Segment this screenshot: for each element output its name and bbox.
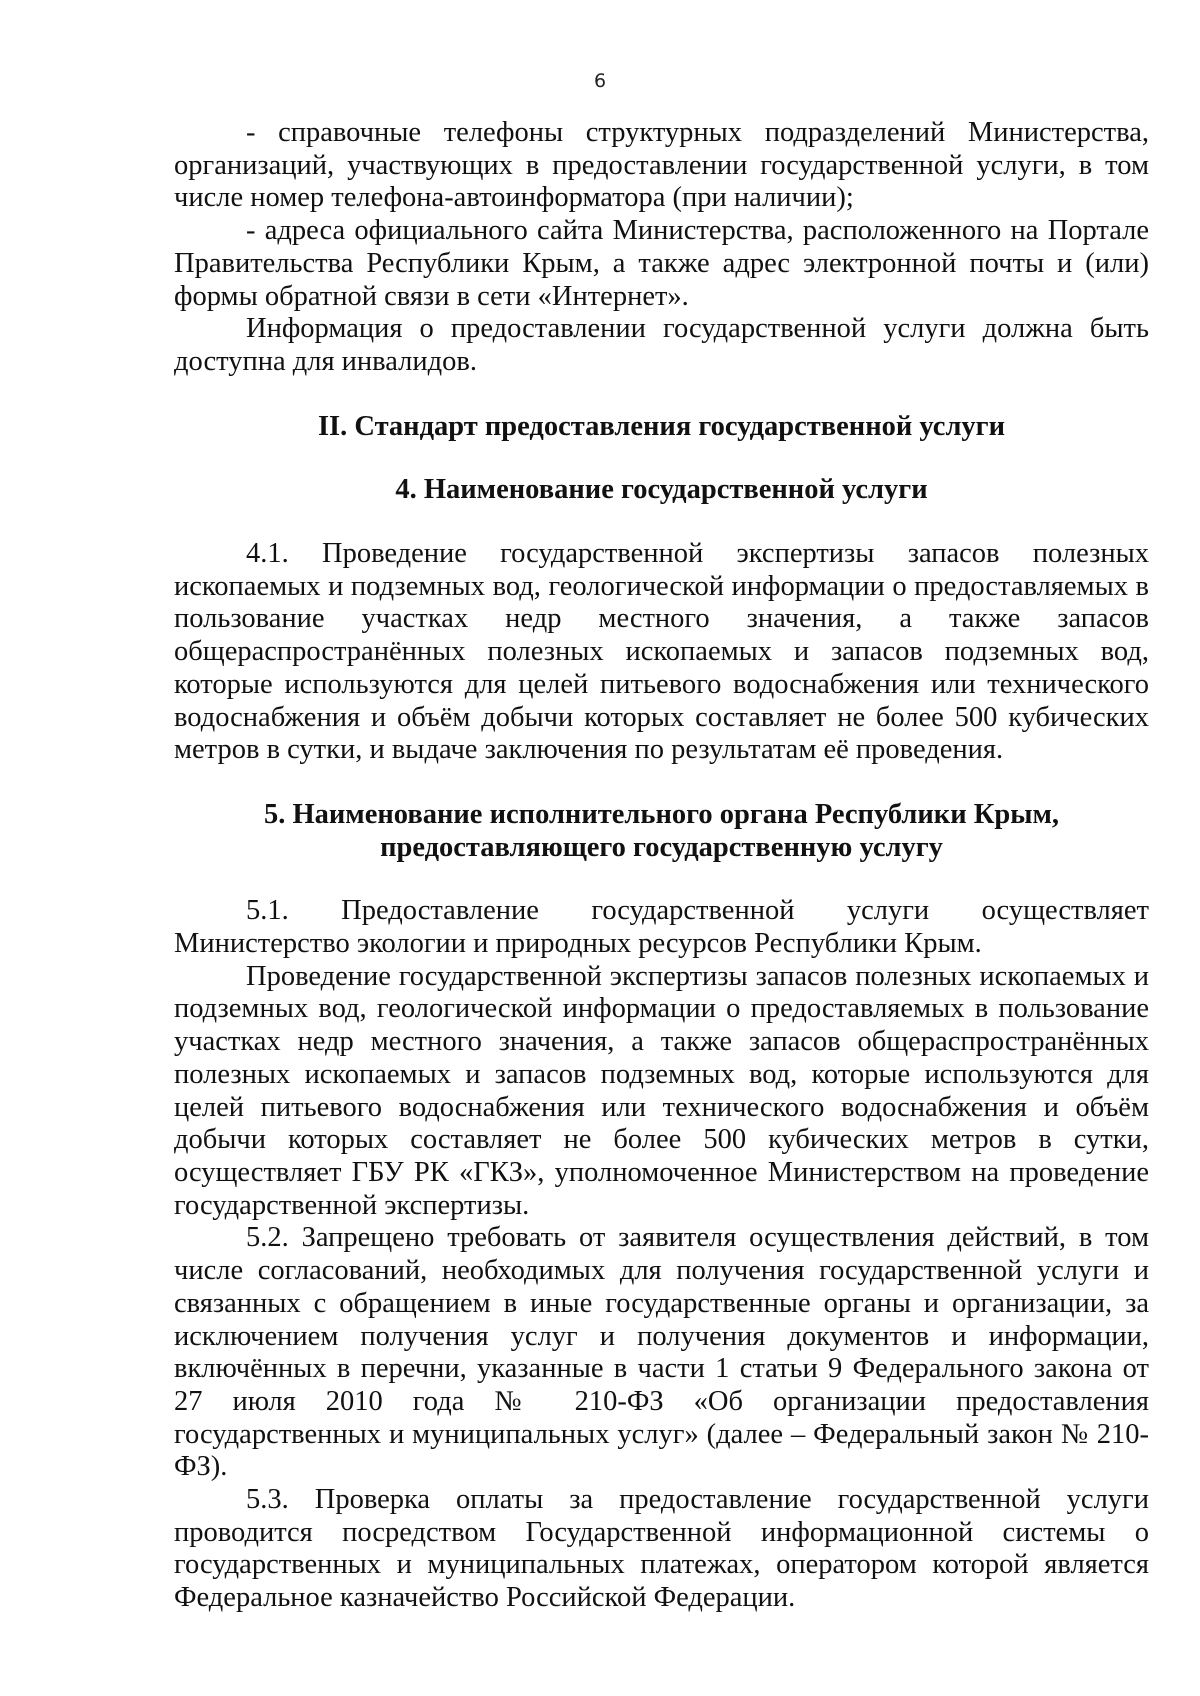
- paragraph-accessibility: Информация о предоставлении государственной услуги должна быть доступна для инвалидов.: [174, 313, 1149, 377]
- section-heading-standard: II. Стандарт предоставления государственной услуги: [317, 410, 1006, 442]
- subsection-heading-executive-body-line1: 5. Наименование исполнительного органа Республики Крым,: [263, 798, 1060, 830]
- paragraph-reference-phones: - справочные телефоны структурных подразделений Министерства, организаций, участвующих в предоставлении государственной услуги, в том числе номер телефона-автоинформатора (при наличии);: [174, 117, 1149, 214]
- subsection-heading-executive-body: [174, 799, 1149, 864]
- paragraph-5-2: 5.2. Запрещено требовать от заявителя осуществления действий, в том числе согласований, необходимых для получения государственной услуги и связанных с обращением в иные государственные органы и организации, за исключением получения услуг и получения документов и информации, включённых в перечни, указанные в части 1 статьи 9 Федерального закона от 27 июля 2010 года № 210-ФЗ «Об организации предоставления государственных и муниципальных услуг» (далее – Федеральный закон № 210-ФЗ).: [174, 1222, 1149, 1483]
- page-number: 6: [593, 70, 607, 92]
- paragraph-5-3: 5.3. Проверка оплаты за предоставление государственной услуги проводится посредством Государственной информационной системы о государственных и муниципальных платежах, оператором которой является Федеральное казначейство Российской Федерации.: [174, 1484, 1149, 1614]
- paragraph-5-1: 5.1. Предоставление государственной услуги осуществляет Министерство экологии и природных ресурсов Республики Крым.: [174, 895, 1149, 960]
- document-body: [174, 117, 1149, 1615]
- subsection-heading-executive-body-line2: предоставляющего государственную услугу: [380, 831, 943, 863]
- paragraph-official-site: - адреса официального сайта Министерства, расположенного на Портале Правительства Республики Крым, а также адрес электронной почты и (или) формы обратной связи в сети «Интернет».: [174, 215, 1149, 312]
- paragraph-5-1-expertise: Проведение государственной экспертизы запасов полезных ископаемых и подземных вод, геологической информации о предоставляемых в пользование участках недр местного значения, а также запасов общераспространённых полезных ископаемых и запасов подземных вод, которые используются для целей питьевого водоснабжения или технического водоснабжения и объём добычи которых составляет не более 500 кубических метров в сутки, осуществляет ГБУ РК «ГКЗ», уполномоченное Министерством на проведение государственной экспертизы.: [174, 960, 1149, 1221]
- subsection-heading-service-name: 4. Наименование государственной услуги: [395, 474, 928, 506]
- paragraph-4-1: 4.1. Проведение государственной экспертизы запасов полезных ископаемых и подземных вод, геологической информации о предоставляемых в пользование участках недр местного значения, а также запасов общераспространённых полезных ископаемых и запасов подземных вод, которые используются для целей питьевого водоснабжения или технического водоснабжения и объём добычи которых составляет не более 500 кубических метров в сутки, и выдаче заключения по результатам её проведения.: [174, 538, 1149, 766]
